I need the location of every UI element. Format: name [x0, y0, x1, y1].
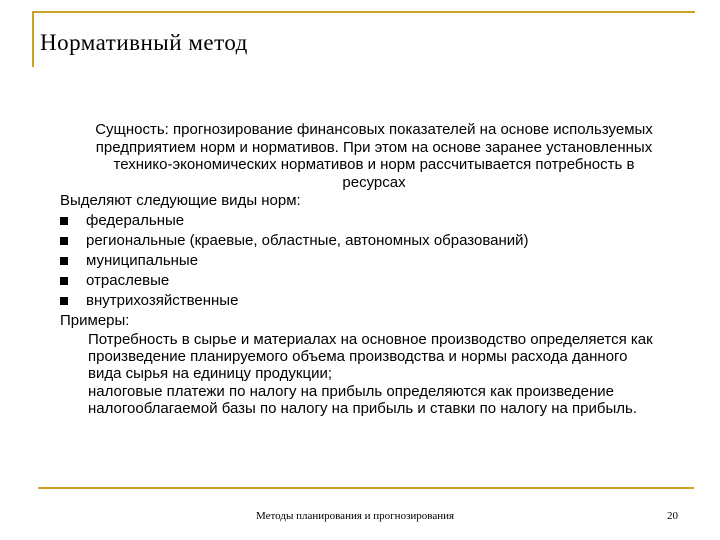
square-bullet-icon [60, 237, 68, 245]
examples-heading: Примеры: [60, 312, 130, 329]
list-item [60, 211, 660, 231]
list-item-label: внутрихозяйственные [86, 292, 239, 309]
page-number: 20 [667, 510, 678, 522]
square-bullet-icon [60, 217, 68, 225]
list-item-label: федеральные [86, 212, 185, 229]
example-paragraph: налоговые платежи по налогу на прибыль определяются как произведение налогооблагаемой базы по налогу на прибыль и ставки по налогу на прибыль. [88, 383, 637, 417]
list-item [60, 271, 660, 291]
slide-title: Нормативный метод [40, 30, 248, 55]
bottom-rule [38, 487, 694, 489]
list-item-label: муниципальные [86, 252, 199, 269]
footer-text: Методы планирования и прогнозирования [256, 510, 455, 522]
example-paragraph: Потребность в сырье и материалах на основное производство определяется как произведение планируемого объема производства и нормы расхода данного вида сырья на единицу продукции; [88, 331, 653, 382]
list-item [60, 291, 660, 311]
norm-types-heading: Выделяют следующие виды норм: [60, 192, 301, 209]
top-rule [32, 11, 695, 13]
list-item-label: отраслевые [86, 272, 170, 289]
square-bullet-icon [60, 257, 68, 265]
list-item [60, 251, 660, 271]
list-item-label: региональные (краевые, областные, автономных образований) [86, 232, 529, 249]
norm-types-list [60, 211, 660, 311]
slide-body [60, 121, 660, 417]
square-bullet-icon [60, 297, 68, 305]
essence-paragraph: Сущность: прогнозирование финансовых показателей на основе используемых предприятием норм и нормативов. При этом на основе заранее установленных технико-экономических нормативов и норм рассчитывается потребность в ресурсах [95, 121, 653, 191]
list-item [60, 231, 660, 251]
left-rule [32, 11, 34, 67]
square-bullet-icon [60, 277, 68, 285]
